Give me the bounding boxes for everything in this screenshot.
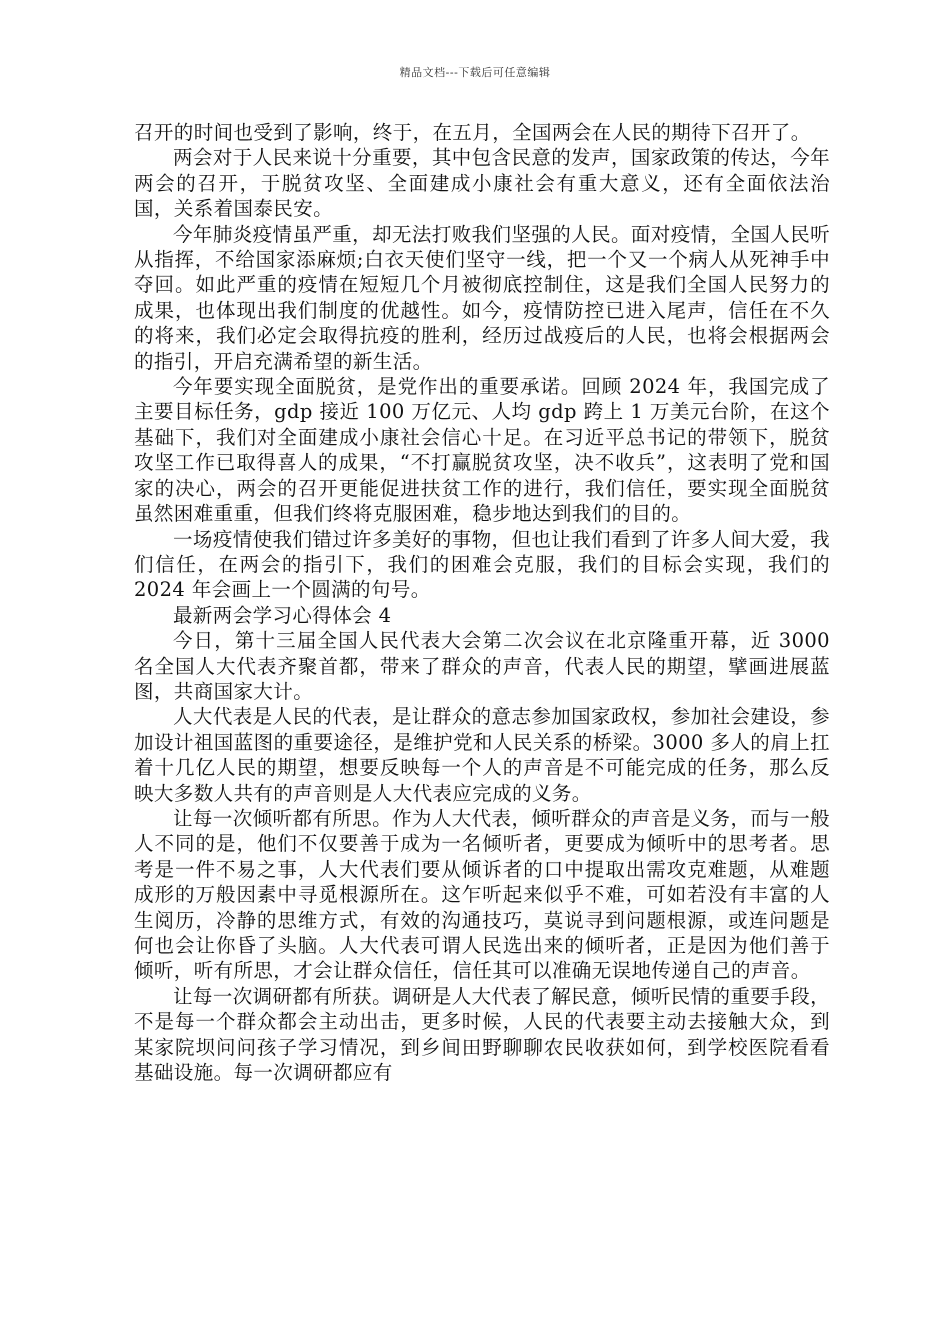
paragraph: 今年肺炎疫情虽严重，却无法打败我们坚强的人民。面对疫情，全国人民听从指挥，不给国家添麻烦;白衣天使们坚守一线，把一个又一个病人从死神手中夺回。如此严重的疫情在短短几个月被彻底控制住，这是我们全国人民努力的成果，也体现出我们制度的优越性。如今，疫情防控已进入尾声，信任在不久的将来，我们必定会取得抗疫的胜利，经历过战疫后的人民，也将会根据两会的指引，开启充满希望的新生活。 bbox=[134, 222, 830, 373]
paragraph: 一场疫情使我们错过许多美好的事物，但也让我们看到了许多人间大爱，我们信任，在两会的指引下，我们的困难会克服，我们的目标会实现，我们的 2024 年会画上一个圆满的句号。 bbox=[134, 527, 830, 602]
paragraph: 两会对于人民来说十分重要，其中包含民意的发声，国家政策的传达，今年两会的召开，于脱贫攻坚、全面建成小康社会有重大意义，还有全面依法治国，关系着国泰民安。 bbox=[134, 146, 830, 221]
paragraph: 今日，第十三届全国人民代表大会第二次会议在北京隆重开幕，近 3000 名全国人大代表齐聚首都，带来了群众的声音，代表人民的期望，擘画进展蓝图，共商国家大计。 bbox=[134, 629, 830, 703]
paragraph: 让每一次调研都有所获。调研是人大代表了解民意，倾听民情的重要手段，不是每一个群众都会主动出击，更多时候，人民的代表要主动去接触大众，到某家院坝问问孩子学习情况，到乡间田野聊聊农民收获如何，到学校医院看看基础设施。每一次调研都应有 bbox=[134, 984, 830, 1085]
page-header: 精品文档---下载后可任意编辑 bbox=[399, 66, 551, 79]
paragraph: 今年要实现全面脱贫，是党作出的重要承诺。回顾 2024 年，我国完成了主要目标任务，gdp 接近 100 万亿元、人均 gdp 跨上 1 万美元台阶，在这个基础下，我们对全面建成小康社会信心十足。在习近平总书记的带领下，脱贫攻坚工作已取得喜人的成果，“不打赢脱贫攻坚，决不收兵”，这表明了党和国家的决心，两会的召开更能促进扶贫工作的进行，我们信任，要实现全面脱贫虽然困难重重，但我们终将克服困难，稳步地达到我们的目的。 bbox=[134, 375, 830, 526]
paragraph-continuation: 召开的时间也受到了影响，终于，在五月，全国两会在人民的期待下召开了。 bbox=[134, 121, 811, 144]
paragraph: 让每一次倾听都有所思。作为人大代表，倾听群众的声音是义务，而与一般人不同的是，他们不仅要善于成为一名倾听者，更要成为倾听中的思考者。思考是一件不易之事，人大代表们要从倾诉者的口中提取出需攻克难题，从难题成形的万般因素中寻觅根源所在。这乍听起来似乎不难，可如若没有丰富的人生阅历，冷静的思维方式，有效的沟通技巧，莫说寻到问题根源，或连问题是何也会让你昏了头脑。人大代表可谓人民选出来的倾听者，正是因为他们善于倾听，听有所思，才会让群众信任，信任其可以准确无误地传递自己的声音。 bbox=[134, 806, 830, 983]
section-heading: 最新两会学习心得体会 4 bbox=[173, 603, 392, 627]
paragraph: 人大代表是人民的代表，是让群众的意志参加国家政权，参加社会建设，参加设计祖国蓝图的重要途径，是维护党和人民关系的桥梁。3000 多人的肩上扛着十几亿人民的期望，想要反映每一个人的声音是不可能完成的任务，那么反映大多数人共有的声音则是人大代表应完成的义务。 bbox=[134, 705, 830, 805]
document-body bbox=[134, 120, 830, 1085]
